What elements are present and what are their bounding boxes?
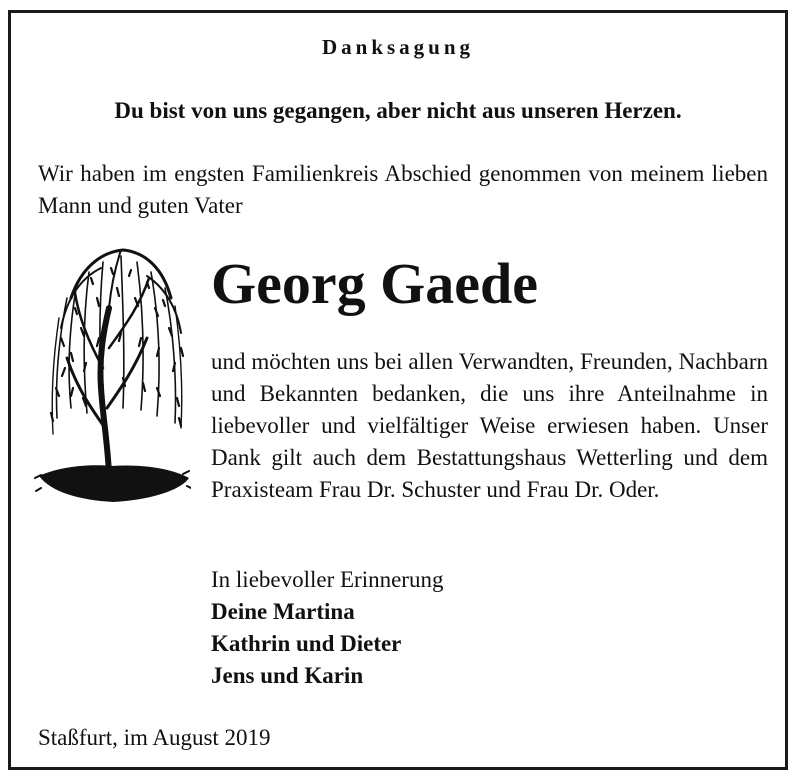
notice-heading: Danksagung bbox=[321, 35, 475, 59]
intro-text: Wir haben im engsten Familienkreis Abschied genommen von meinem lieben Mann und guten Vater bbox=[38, 161, 768, 218]
closing-line: In liebevoller Erinnerung bbox=[211, 567, 444, 592]
signature-3: Jens und Karin bbox=[211, 663, 364, 688]
place-date: Staßfurt, im August 2019 bbox=[38, 725, 271, 750]
obituary-notice bbox=[8, 10, 788, 770]
notice-motto: Du bist von uns gegangen, aber nicht aus unseren Herzen. bbox=[114, 98, 682, 123]
deceased-name: Georg Gaede bbox=[211, 251, 538, 316]
thanks-body: und möchten uns bei allen Verwandten, Freunden, Nachbarn und Bekannten bedanken, die uns ihre Anteilnahme in liebevoller und vielfältiger Weise erwiesen haben. Unser Dank gilt auch dem Bestattungshaus Wetterling und dem Praxisteam Frau Dr. Schuster und Frau Dr. Oder. bbox=[211, 349, 768, 502]
signature-1: Deine Martina bbox=[211, 599, 355, 624]
weeping-willow-tree-icon bbox=[31, 238, 191, 513]
signature-2: Kathrin und Dieter bbox=[211, 631, 402, 656]
